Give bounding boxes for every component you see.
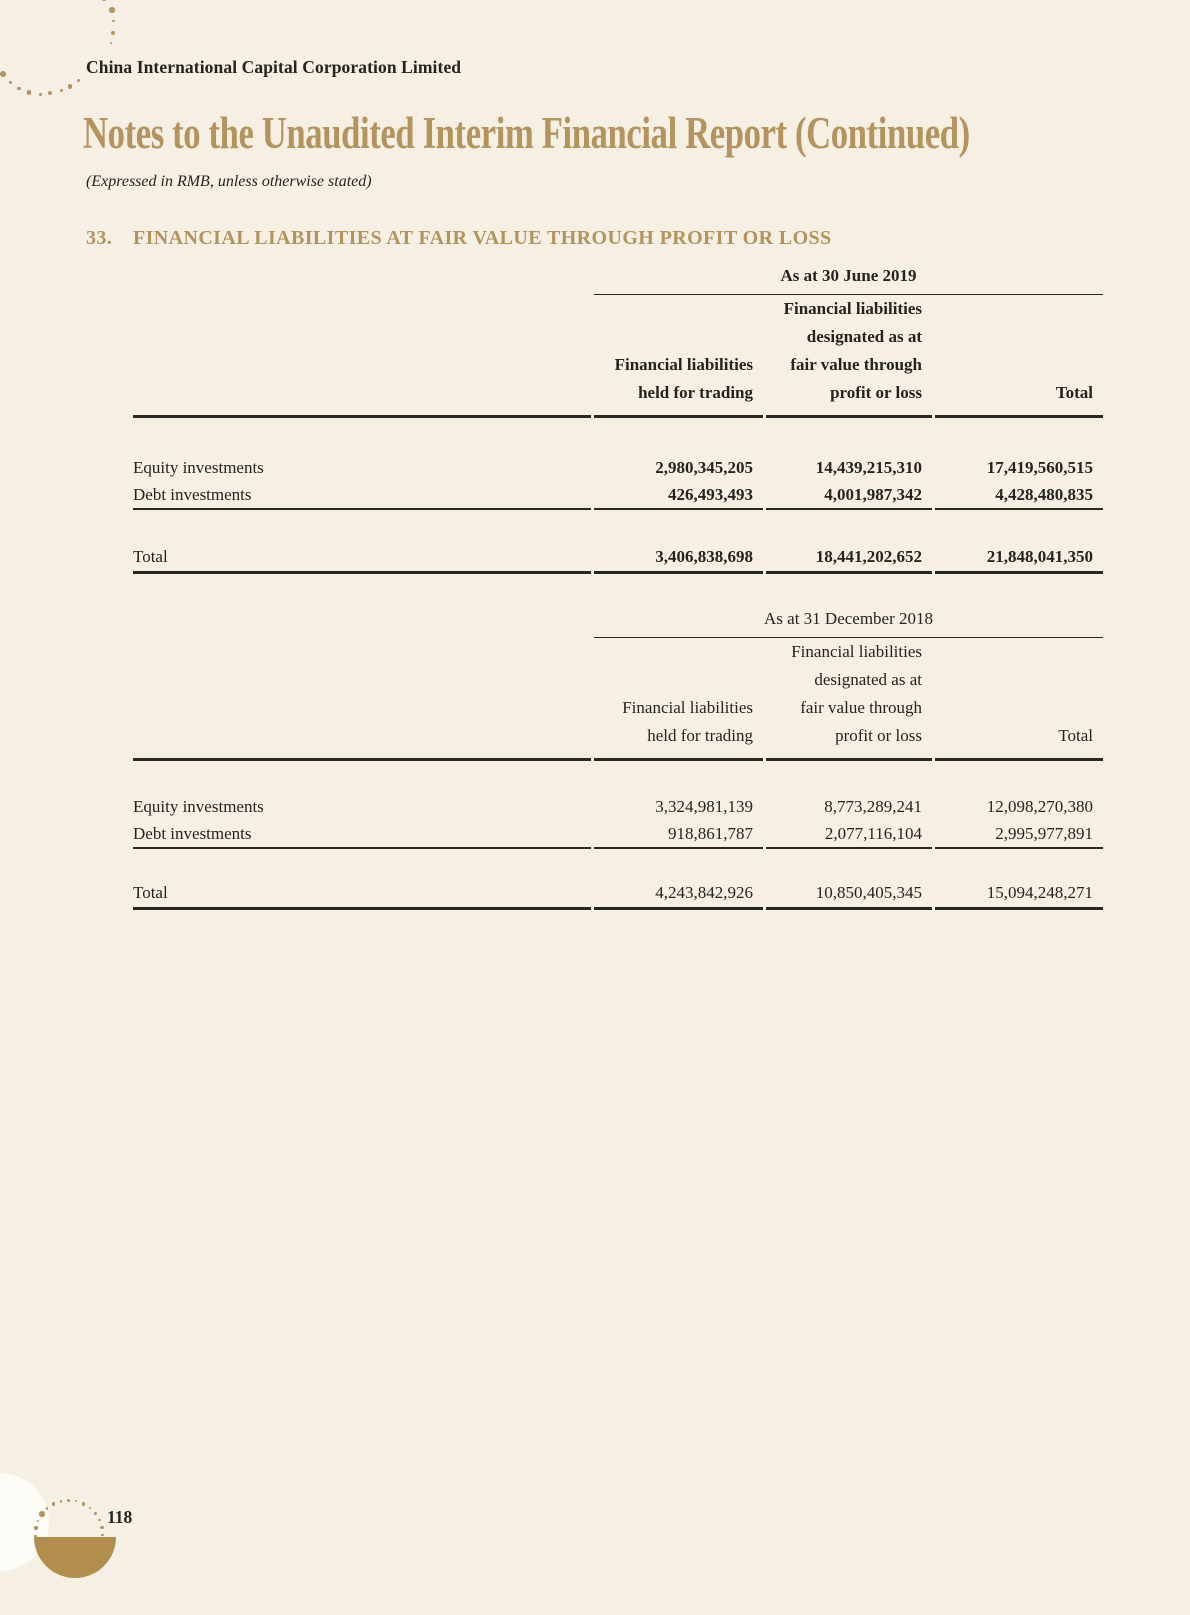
table-row (133, 482, 1103, 510)
report-basis-note: (Expressed in RMB, unless otherwise stated) (86, 173, 372, 190)
column-header-line: Financial liabilities (614, 355, 753, 374)
decor-dot (60, 1500, 62, 1502)
cell-value: 3,406,838,698 (594, 543, 763, 574)
cell-value: 4,428,480,835 (935, 482, 1103, 510)
decor-dot (109, 7, 114, 12)
total-row (133, 879, 1103, 910)
decor-dot (68, 84, 73, 89)
cell-value: 18,441,202,652 (766, 543, 932, 574)
decor-dot (98, 1519, 100, 1521)
column-header-line: profit or loss (835, 726, 922, 745)
period-heading: As at 31 December 2018 (594, 600, 1103, 638)
period-heading: As at 30 June 2019 (594, 262, 1103, 295)
cell-value: 12,098,270,380 (986, 797, 1094, 816)
row-label: Debt investments (133, 821, 591, 849)
column-header-line: Financial liabilities (622, 698, 753, 717)
section-number: 33. (86, 227, 113, 249)
table-december-2018 (130, 600, 1106, 910)
decor-dot (77, 79, 80, 82)
column-header-line: held for trading (647, 726, 753, 745)
decor-dot (48, 91, 53, 96)
column-header-designated-fvtpl (766, 295, 932, 418)
cell-value: 21,848,041,350 (935, 543, 1103, 574)
decor-dot (101, 1534, 103, 1536)
column-header-total (935, 638, 1103, 761)
cell-value: 4,243,842,926 (594, 879, 763, 910)
column-header-line: Financial liabilities (791, 642, 922, 661)
cell-value: 8,773,289,241 (824, 797, 922, 816)
column-header-line: Total (1055, 383, 1094, 402)
decor-dot (111, 31, 115, 35)
cell-value: 426,493,493 (594, 482, 763, 510)
row-label: Total (133, 879, 591, 910)
row-label: Total (133, 543, 591, 574)
period-header-row (133, 600, 1103, 638)
page-number: 118 (107, 1507, 133, 1527)
section-title: FINANCIAL LIABILITIES AT FAIR VALUE THROUGH PROFIT OR LOSS (133, 227, 832, 249)
column-header-held-for-trading (594, 295, 763, 418)
column-header-line: Financial liabilities (783, 299, 922, 318)
decor-dot (39, 93, 42, 96)
decor-dot (9, 81, 12, 84)
decor-dot (112, 20, 115, 23)
decor-dot (27, 90, 32, 95)
cell-value: 2,980,345,205 (655, 458, 753, 477)
cell-value: 4,001,987,342 (766, 482, 932, 510)
table-row (133, 793, 1103, 821)
gold-half-circle-decoration (34, 1537, 116, 1578)
decor-dot (34, 1526, 37, 1529)
column-header-line: designated as at (806, 327, 922, 346)
cell-value: 17,419,560,515 (986, 458, 1094, 477)
decor-dot (46, 1507, 48, 1509)
decor-dot (110, 42, 113, 45)
decor-dot (94, 1512, 97, 1515)
row-label: Debt investments (133, 482, 591, 510)
table-june-2019 (130, 262, 1106, 574)
column-header-designated-fvtpl (766, 638, 932, 761)
column-header-line: fair value through (790, 355, 922, 374)
section-heading (86, 227, 832, 250)
page-title: Notes to the Unaudited Interim Financial Report (Continued) (83, 108, 970, 158)
decor-dot (100, 1526, 103, 1529)
decor-dot (89, 1507, 91, 1509)
decor-dot (67, 1499, 70, 1502)
table-row (133, 821, 1103, 849)
decor-dot (75, 1500, 77, 1502)
cell-value: 15,094,248,271 (935, 879, 1103, 910)
column-header-line: profit or loss (830, 383, 922, 402)
column-header-line: held for trading (638, 383, 753, 402)
decor-dot (39, 1511, 44, 1516)
total-row (133, 543, 1103, 574)
column-header-row (133, 638, 1103, 761)
cell-value: 2,995,977,891 (935, 821, 1103, 849)
decor-dot (60, 89, 63, 92)
cell-value: 10,850,405,345 (766, 879, 932, 910)
cell-value: 918,861,787 (594, 821, 763, 849)
period-header-row (133, 262, 1103, 295)
row-label: Equity investments (133, 458, 264, 477)
column-header-total (935, 295, 1103, 418)
column-header-row (133, 295, 1103, 418)
column-header-line: designated as at (814, 670, 922, 689)
cell-value: 2,077,116,104 (766, 821, 932, 849)
cell-value: 14,439,215,310 (815, 458, 922, 477)
decor-dot (82, 1502, 85, 1505)
column-header-line: Total (1058, 726, 1094, 745)
row-label: Equity investments (133, 797, 264, 816)
company-name: China International Capital Corporation Limited (86, 57, 462, 77)
decor-dot (101, 0, 107, 1)
decor-dot (34, 1535, 36, 1537)
decor-dot (52, 1502, 55, 1505)
decor-dot (17, 87, 20, 90)
decor-dot (0, 71, 6, 77)
column-header-held-for-trading (594, 638, 763, 761)
column-header-line: fair value through (800, 698, 922, 717)
cell-value: 3,324,981,139 (655, 797, 753, 816)
table-row (133, 454, 1103, 482)
